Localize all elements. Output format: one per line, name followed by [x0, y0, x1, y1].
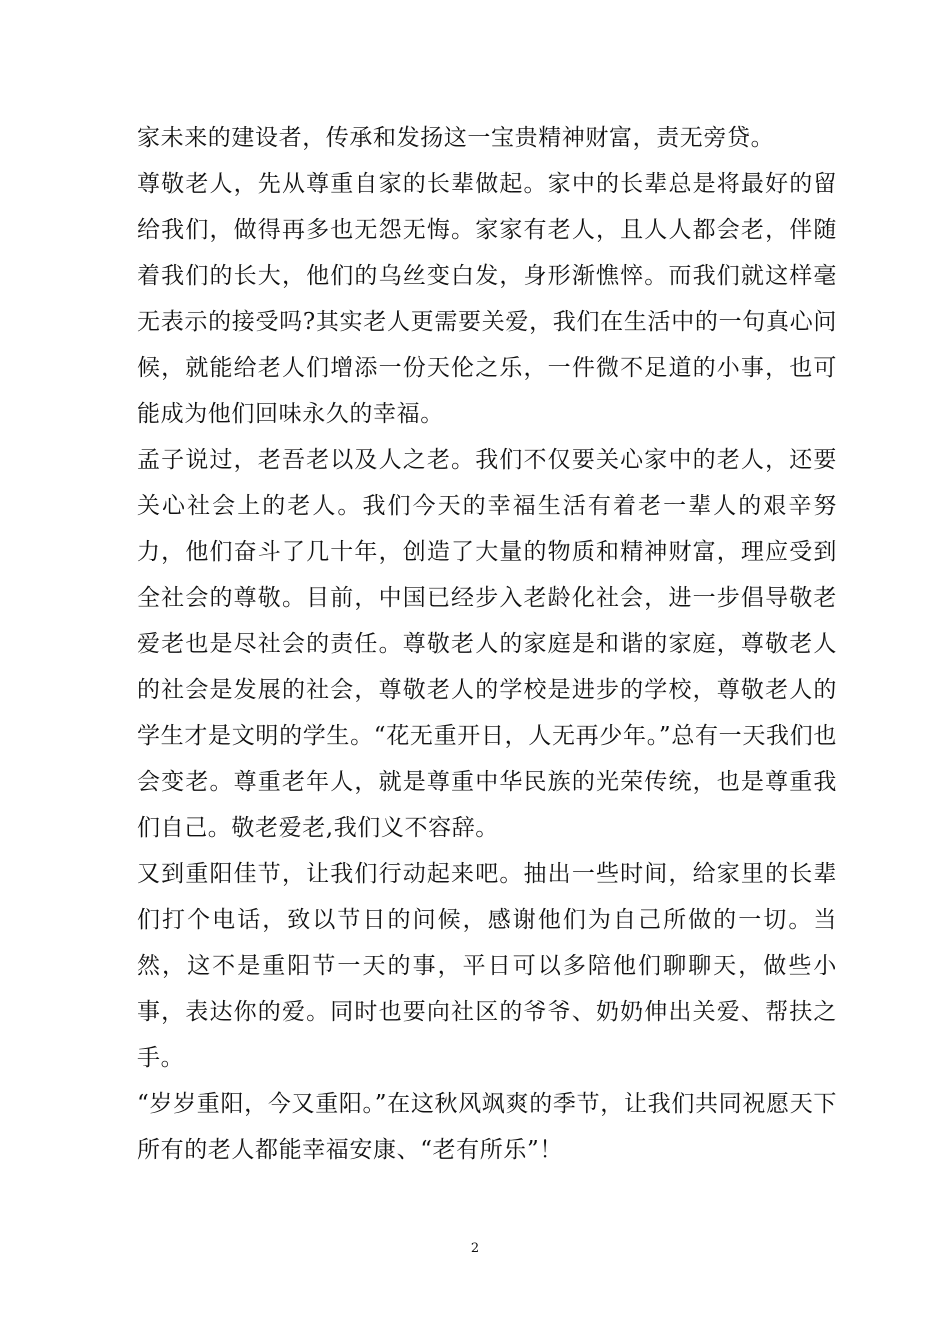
paragraph-3: 孟子说过，老吾老以及人之老。我们不仅要关心家中的老人，还要关心社会上的老人。我们今天的幸福生活有着老一辈人的艰辛努力，他们奋斗了几十年，创造了大量的物质和精神财富，理应受到全社会的尊敬。目前，中国已经步入老龄化社会，进一步倡导敬老爱老也是尽社会的责任。尊敬老人的家庭是和谐的家庭，尊敬老人的社会是发展的社会，尊敬老人的学校是进步的学校，尊敬老人的学生才是文明的学生。“花无重开日，人无再少年。”总有一天我们也会变老。尊重老年人，就是尊重中华民族的光荣传统，也是尊重我们自己。敬老爱老,我们义不容辞。 — [137, 447, 837, 841]
paragraph-4: 又到重阳佳节，让我们行动起来吧。抽出一些时间，给家里的长辈们打个电话，致以节日的问候，感谢他们为自己所做的一切。当然，这不是重阳节一天的事，平日可以多陪他们聊聊天，做些小事，表达你的爱。同时也要向社区的爷爷、奶奶伸出关爱、帮扶之手。 — [137, 861, 837, 1071]
document-body — [137, 115, 837, 1173]
paragraph-2: 尊敬老人，先从尊重自家的长辈做起。家中的长辈总是将最好的留给我们，做得再多也无怨无悔。家家有老人，且人人都会老，伴随着我们的长大，他们的乌丝变白发，身形渐憔悴。而我们就这样毫无表示的接受吗?其实老人更需要关爱，我们在生活中的一句真心问候，就能给老人们增添一份天伦之乐，一件微不足道的小事，也可能成为他们回味永久的幸福。 — [137, 171, 837, 427]
page-number: 2 — [470, 1241, 480, 1256]
paragraph-1: 家未来的建设者，传承和发扬这一宝贵精神财富，责无旁贷。 — [137, 125, 775, 151]
paragraph-5: “岁岁重阳，今又重阳。”在这秋风飒爽的季节，让我们共同祝愿天下所有的老人都能幸福安康、“老有所乐”！ — [137, 1091, 837, 1163]
